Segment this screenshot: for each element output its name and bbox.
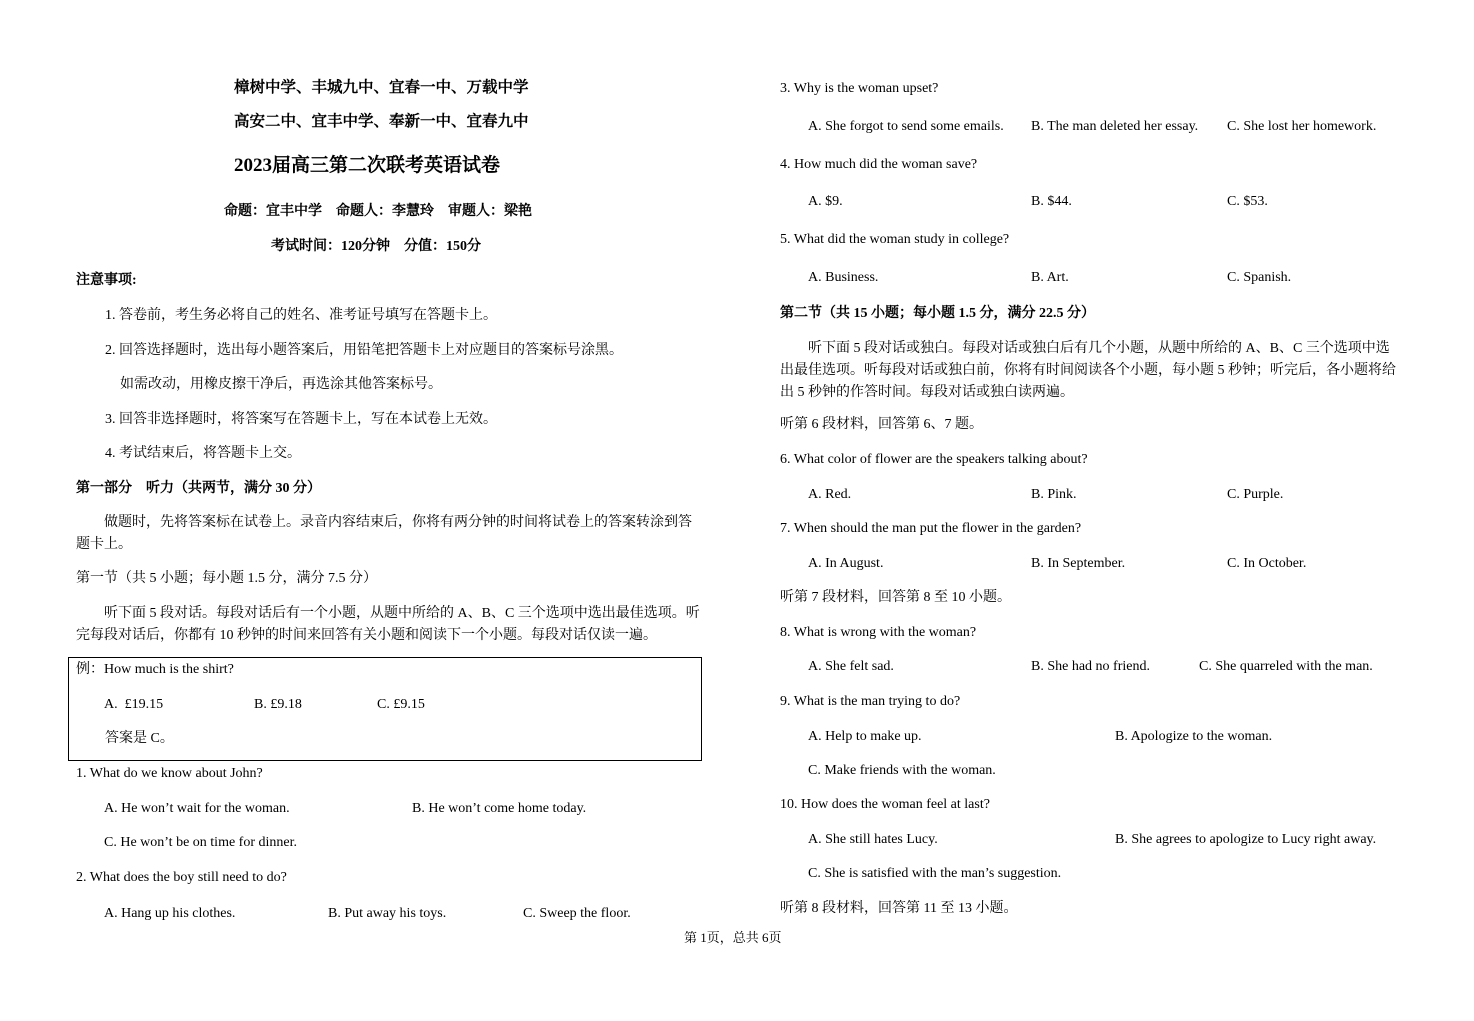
question-8-option-c: C. She quarreled with the man. (1199, 659, 1373, 674)
schools-line-1: 樟树中学、丰城九中、宜春一中、万载中学 (234, 79, 529, 96)
question-1-option-c: C. He won’t be on time for dinner. (104, 835, 297, 850)
material-8-instruction: 听第 8 段材料，回答第 11 至 13 小题。 (780, 901, 1018, 916)
question-10-option-c: C. She is satisfied with the man’s suggestion. (808, 866, 1062, 881)
question-3-option-a: A. She forgot to send some emails. (808, 119, 1004, 134)
example-question: 例：How much is the shirt? (76, 662, 234, 677)
question-6-option-c: C. Purple. (1227, 487, 1284, 502)
notice-item: 2. 回答选择题时，选出每小题答案后，用铅笔把答题卡上对应题目的答案标号涂黑。 (105, 343, 623, 358)
question-2-option-c: C. Sweep the floor. (523, 906, 631, 921)
example-option-c: C. £9.15 (377, 697, 425, 712)
part1-heading: 第一部分 听力（共两节，满分 30 分） (76, 481, 321, 496)
question-10-option-b: B. She agrees to apologize to Lucy right away. (1115, 832, 1377, 847)
question-6: 6. What color of flower are the speakers talking about? (780, 452, 1088, 467)
schools-line-2: 高安二中、宜丰中学、奉新一中、宜春九中 (234, 113, 529, 130)
question-4-option-a: A. $9. (808, 194, 843, 209)
material-6-instruction: 听第 6 段材料，回答第 6、7 题。 (780, 417, 983, 432)
question-4: 4. How much did the woman save? (780, 157, 978, 172)
section2-heading: 第二节（共 15 小题；每小题 1.5 分，满分 22.5 分） (780, 306, 1095, 321)
question-9-option-c: C. Make friends with the woman. (808, 763, 996, 778)
question-6-option-a: A. Red. (808, 487, 852, 502)
question-3-option-b: B. The man deleted her essay. (1031, 119, 1199, 134)
question-6-option-b: B. Pink. (1031, 487, 1077, 502)
question-1: 1. What do we know about John? (76, 766, 263, 781)
question-2-option-b: B. Put away his toys. (328, 906, 447, 921)
question-9-option-a: A. Help to make up. (808, 729, 922, 744)
example-answer: 答案是 C。 (105, 731, 174, 746)
notice-item: 3. 回答非选择题时，将答案写在答题卡上，写在本试卷上无效。 (105, 412, 497, 427)
question-10-option-a: A. She still hates Lucy. (808, 832, 938, 847)
section1-heading: 第一节（共 5 小题；每小题 1.5 分，满分 7.5 分） (76, 571, 377, 586)
part1-intro: 做题时，先将答案标在试卷上。录音内容结束后，你将有两分钟的时间将试卷上的答案转涂到答题卡上。 (76, 515, 692, 552)
page-footer: 第 1页，总共 6页 (684, 930, 782, 945)
question-1-option-b: B. He won’t come home today. (412, 801, 587, 816)
question-7-option-c: C. In October. (1227, 556, 1307, 571)
question-5-option-a: A. Business. (808, 270, 879, 285)
question-2: 2. What does the boy still need to do? (76, 870, 287, 885)
authors-line: 命题：宜丰中学 命题人：李慧玲 审题人：梁艳 (224, 204, 532, 219)
example-option-b: B. £9.18 (254, 697, 302, 712)
notice-item: 如需改动，用橡皮擦干净后，再选涂其他答案标号。 (120, 377, 442, 392)
question-8-option-b: B. She had no friend. (1031, 659, 1150, 674)
question-3-option-c: C. She lost her homework. (1227, 119, 1377, 134)
question-5-option-c: C. Spanish. (1227, 270, 1292, 285)
notice-item: 4. 考试结束后，将答题卡上交。 (105, 446, 301, 461)
question-8-option-a: A. She felt sad. (808, 659, 894, 674)
question-5: 5. What did the woman study in college? (780, 232, 1010, 247)
question-10: 10. How does the woman feel at last? (780, 797, 990, 812)
page-title: 2023届高三第二次联考英语试卷 (234, 155, 501, 176)
question-1-option-a: A. He won’t wait for the woman. (104, 801, 290, 816)
section1-intro: 听下面 5 段对话。每段对话后有一个小题，从题中所给的 A、B、C 三个选项中选出最佳选项。听完每段对话后，你都有 10 秒钟的时间来回答有关小题和阅读下一个小题。每段对话仅读一遍。 (76, 606, 700, 643)
exam-info: 考试时间：120分钟 分值：150分 (271, 239, 481, 254)
question-2-option-a: A. Hang up his clothes. (104, 906, 236, 921)
material-7-instruction: 听第 7 段材料，回答第 8 至 10 小题。 (780, 590, 1011, 605)
notice-item: 1. 答卷前，考生务必将自己的姓名、准考证号填写在答题卡上。 (105, 308, 497, 323)
question-8: 8. What is wrong with the woman? (780, 625, 977, 640)
question-3: 3. Why is the woman upset? (780, 81, 939, 96)
example-option-a: A. £19.15 (104, 697, 164, 712)
question-4-option-b: B. $44. (1031, 194, 1072, 209)
question-9: 9. What is the man trying to do? (780, 694, 961, 709)
section2-intro: 听下面 5 段对话或独白。每段对话或独白后有几个小题，从题中所给的 A、B、C 三个选项中选出最佳选项。听每段对话或独白前，你将有时间阅读各个小题，每小题 5 秒钟；听完后，各小题将给出 5 秒钟的作答时间。每段对话或独白读两遍。 (780, 341, 1396, 400)
notice-heading: 注意事项: (76, 273, 137, 288)
question-4-option-c: C. $53. (1227, 194, 1268, 209)
question-5-option-b: B. Art. (1031, 270, 1069, 285)
question-7: 7. When should the man put the flower in the garden? (780, 521, 1082, 536)
question-9-option-b: B. Apologize to the woman. (1115, 729, 1273, 744)
question-7-option-b: B. In September. (1031, 556, 1126, 571)
question-7-option-a: A. In August. (808, 556, 884, 571)
